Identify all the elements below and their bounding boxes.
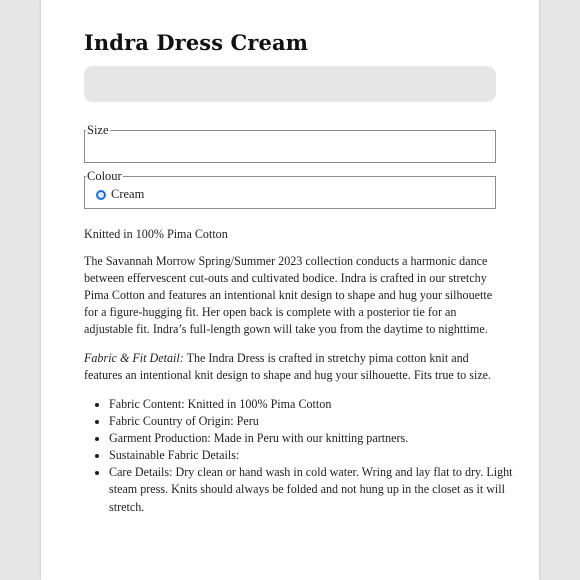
- list-item: • Care Details: Dry clean or hand wash in cold water. Wring and lay flat to dry. Light steam press. Knits should always be folded and not hung up in the closet as it will stretch.: [109, 464, 523, 515]
- fit-detail-label: Fabric & Fit Detail:: [84, 351, 184, 365]
- size-legend: Size: [87, 123, 109, 137]
- colour-legend: Colour: [87, 169, 122, 183]
- list-item: • Garment Production: Made in Peru with our knitting partners.: [109, 430, 523, 447]
- colour-selector: [84, 169, 496, 209]
- fit-detail-paragraph: [84, 350, 498, 384]
- description-paragraph: The Savannah Morrow Spring/Summer 2023 collection conducts a harmonic dance between effervescent cut-outs and cultivated bodice. Indra is crafted in our stretchy Pima Cotton and features an intentional knit design to shape and hug your silhouette for a figure-hugging fit. Her open back is complete with a posterior tie for an adjustable fit. Indra’s full-length gown will take you from the daytime to nighttime.: [84, 254, 493, 337]
- colour-option-label: Cream: [111, 187, 145, 201]
- product-details-list: [84, 396, 523, 516]
- colour-option-cream[interactable]: [96, 187, 489, 202]
- list-item: • Fabric Country of Origin: Peru: [109, 413, 523, 430]
- price-placeholder-bar: [84, 66, 496, 102]
- radio-selected-icon[interactable]: [96, 190, 106, 200]
- list-item: • Fabric Content: Knitted in 100% Pima Cotton: [109, 396, 523, 413]
- fit-detail-text: The Indra Dress is crafted in stretchy pima cotton knit and features an intentional knit design to shape and hug your silhouette. Fits true to size.: [84, 351, 492, 383]
- size-selector[interactable]: [84, 123, 496, 163]
- product-page-card: [41, 0, 539, 580]
- product-title: Indra Dress Cream: [84, 30, 309, 55]
- material-text: Knitted in 100% Pima Cotton: [84, 227, 228, 241]
- list-item: • Sustainable Fabric Details:: [109, 447, 523, 464]
